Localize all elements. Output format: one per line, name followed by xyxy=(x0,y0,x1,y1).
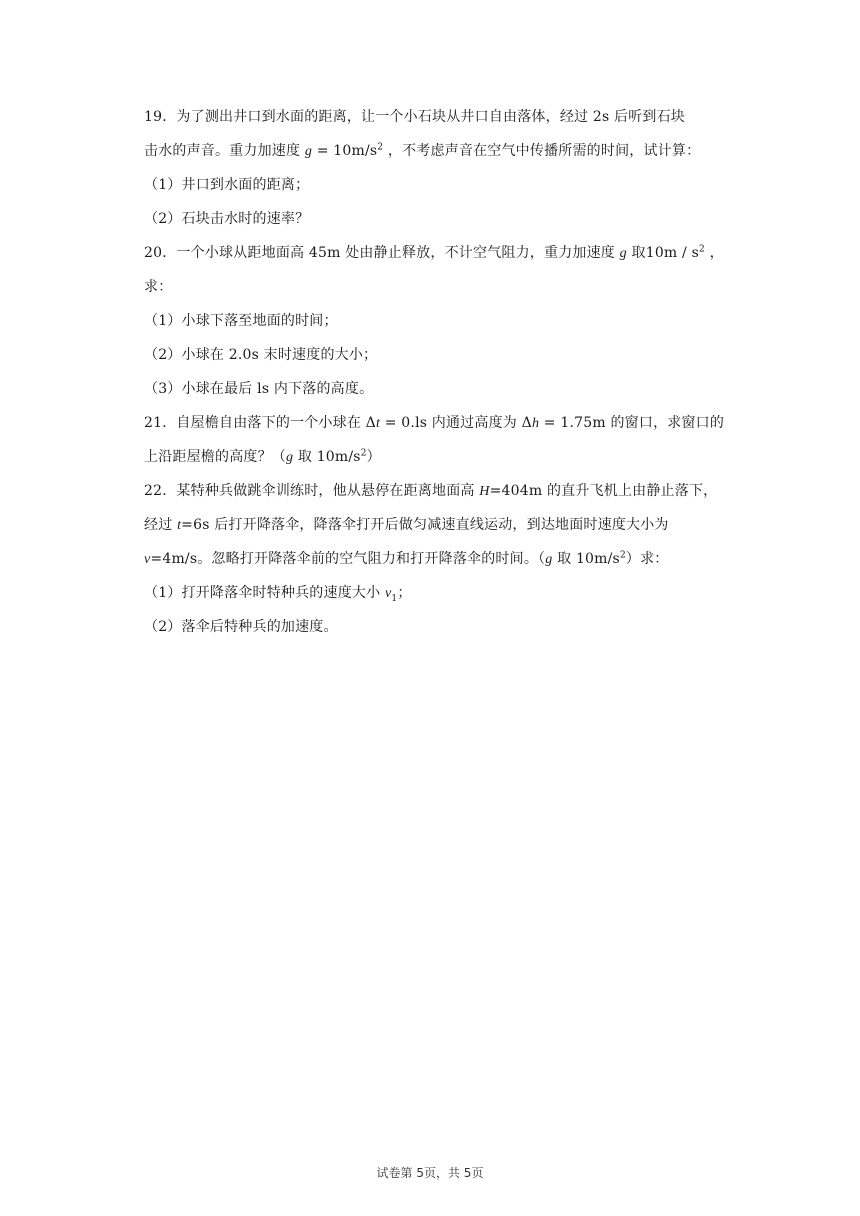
subscript: 1 xyxy=(391,593,398,604)
q20-part-1: （1）小球下落至地面的时间； xyxy=(144,313,338,329)
q22-text: （1）打开降落伞时特种兵的速度大小 xyxy=(144,585,385,601)
q20-line-1 xyxy=(144,236,724,270)
exponent: 2 xyxy=(377,142,384,153)
gravity-symbol: g xyxy=(545,552,553,567)
q20-part-3: （3）小球在最后 ls 内下落的高度。 xyxy=(144,381,374,397)
q20-text: ， xyxy=(704,245,724,261)
velocity-symbol: v xyxy=(144,552,151,567)
q19-part-1: （1）井口到水面的距离； xyxy=(144,177,310,193)
q22-line-3 xyxy=(144,542,720,576)
q19-gravity-value: = 10m/s xyxy=(312,143,378,159)
exponent: 2 xyxy=(619,550,626,561)
time-symbol: t xyxy=(375,416,381,431)
q21-line-2 xyxy=(144,440,720,474)
q21-text: = 1.75m 的窗口，求窗口的 xyxy=(539,415,725,431)
q22-text: ）求： xyxy=(625,551,669,567)
q22-line-1 xyxy=(144,474,720,508)
q20-part-2: （2）小球在 2.0s 末时速度的大小； xyxy=(144,347,378,363)
q22-text: 经过 xyxy=(144,517,178,533)
q21-text: = 0.ls 内通过高度为 Δ xyxy=(380,415,532,431)
gravity-symbol: g xyxy=(304,144,313,159)
q22-text: =4m/s。忽略打开降落伞前的空气阻力和打开降落伞的时间。（ xyxy=(150,551,546,567)
q19-line-2 xyxy=(144,134,720,168)
q19-text: ，不考虑声音在空气中传播所需的时间，试计算： xyxy=(383,143,701,159)
q21-text: 上沿距屋檐的高度？（ xyxy=(144,449,286,465)
height-symbol: h xyxy=(531,416,540,431)
q22-text: ； xyxy=(397,585,412,601)
q22-part-1 xyxy=(144,576,720,610)
height-symbol: H xyxy=(479,484,490,499)
q22-gravity-value: 取 10m/s xyxy=(552,551,620,567)
velocity-symbol: v xyxy=(384,586,392,601)
q19-text: 击水的声音。重力加速度 xyxy=(144,143,305,159)
exponent: 2 xyxy=(699,244,705,255)
q22-text: =404m 的直升飞机上由静止落下， xyxy=(489,483,718,499)
q19-line-1: 19．为了测出井口到水面的距离，让一个小石块从井口自由落体，经过 2s 后听到石块 xyxy=(144,109,686,125)
exponent: 2 xyxy=(360,448,367,459)
q19-part-2: （2）石块击水时的速率？ xyxy=(144,211,310,227)
gravity-symbol: g xyxy=(286,450,294,465)
q21-text: ） xyxy=(366,449,381,465)
time-symbol: t xyxy=(177,518,182,533)
q22-line-2 xyxy=(144,508,720,542)
q22-text: =6s 后打开降落伞，降落伞打开后做匀减速直线运动，到达地面时速度大小为 xyxy=(181,517,669,533)
q20-text: 20．一个小球从距地面高 45m 处由静止释放，不计空气阻力，重力加速度 xyxy=(144,245,620,261)
question-list xyxy=(144,100,725,644)
q21-text: 21．自屋檐自由落下的一个小球在 Δ xyxy=(144,415,376,431)
q22-part-2: （2）落伞后特种兵的加速度。 xyxy=(144,619,338,635)
page-footer: 试卷第 5页，共 5页 xyxy=(376,1166,484,1180)
q21-gravity-value: 取 10m/s xyxy=(293,449,361,465)
q21-line-1 xyxy=(144,406,725,440)
gravity-symbol: g xyxy=(619,246,627,261)
q20-line-2: 求： xyxy=(144,279,173,295)
q22-text: 22．某特种兵做跳伞训练时，他从悬停在距离地面高 xyxy=(144,483,480,499)
q20-gravity-value: 取10m / s xyxy=(626,245,700,261)
